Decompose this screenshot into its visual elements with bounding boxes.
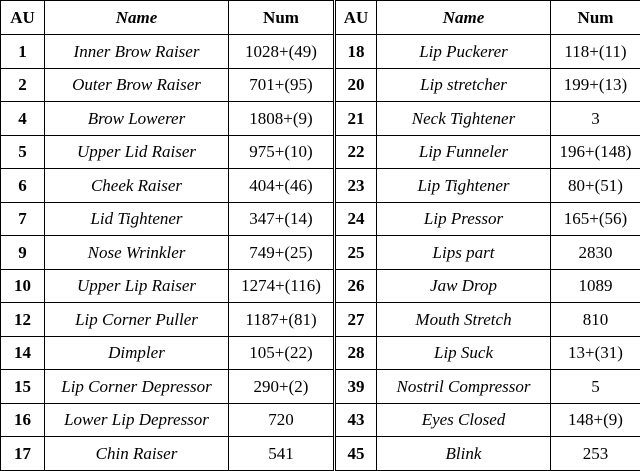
table-row — [1, 169, 640, 203]
au-name: Lip Corner Depressor — [45, 370, 229, 404]
header-name-right: Name — [377, 1, 551, 35]
au-count: 701+(95) — [229, 68, 335, 102]
au-count: 5 — [551, 370, 640, 404]
au-name: Lip Corner Puller — [45, 303, 229, 337]
table-row — [1, 135, 640, 169]
table-row — [1, 370, 640, 404]
table-row — [1, 68, 640, 102]
au-name: Mouth Stretch — [377, 303, 551, 337]
au-count: 165+(56) — [551, 202, 640, 236]
au-name: Nostril Compressor — [377, 370, 551, 404]
au-count: 148+(9) — [551, 403, 640, 437]
au-name: Lip stretcher — [377, 68, 551, 102]
table-body — [1, 35, 640, 471]
au-name: Lip Pressor — [377, 202, 551, 236]
header-num-right: Num — [551, 1, 640, 35]
au-name: Eyes Closed — [377, 403, 551, 437]
au-name: Brow Lowerer — [45, 102, 229, 136]
au-code: 39 — [335, 370, 377, 404]
au-name: Lid Tightener — [45, 202, 229, 236]
header-num-left: Num — [229, 1, 335, 35]
au-code: 27 — [335, 303, 377, 337]
au-count: 196+(148) — [551, 135, 640, 169]
table-row — [1, 403, 640, 437]
au-name: Lips part — [377, 236, 551, 270]
au-count: 810 — [551, 303, 640, 337]
table-row — [1, 269, 640, 303]
au-count: 541 — [229, 437, 335, 471]
header-name-left: Name — [45, 1, 229, 35]
header-au-left: AU — [1, 1, 45, 35]
table-row — [1, 303, 640, 337]
au-count: 3 — [551, 102, 640, 136]
au-code: 25 — [335, 236, 377, 270]
au-name: Lip Suck — [377, 336, 551, 370]
au-count: 290+(2) — [229, 370, 335, 404]
au-count: 80+(51) — [551, 169, 640, 203]
header-au-right: AU — [335, 1, 377, 35]
au-name: Blink — [377, 437, 551, 471]
table-row — [1, 202, 640, 236]
au-count: 1089 — [551, 269, 640, 303]
au-count: 749+(25) — [229, 236, 335, 270]
au-count: 1187+(81) — [229, 303, 335, 337]
au-code: 6 — [1, 169, 45, 203]
au-count: 13+(31) — [551, 336, 640, 370]
au-count: 347+(14) — [229, 202, 335, 236]
au-code: 12 — [1, 303, 45, 337]
table-row — [1, 102, 640, 136]
au-code: 1 — [1, 35, 45, 69]
au-code: 17 — [1, 437, 45, 471]
au-count: 199+(13) — [551, 68, 640, 102]
au-name: Chin Raiser — [45, 437, 229, 471]
au-count: 1028+(49) — [229, 35, 335, 69]
au-code: 43 — [335, 403, 377, 437]
au-name: Lip Funneler — [377, 135, 551, 169]
au-name: Dimpler — [45, 336, 229, 370]
au-count: 105+(22) — [229, 336, 335, 370]
au-code: 24 — [335, 202, 377, 236]
au-count: 1274+(116) — [229, 269, 335, 303]
au-name: Lower Lip Depressor — [45, 403, 229, 437]
au-count: 2830 — [551, 236, 640, 270]
au-name: Upper Lip Raiser — [45, 269, 229, 303]
au-code: 26 — [335, 269, 377, 303]
au-name: Lip Tightener — [377, 169, 551, 203]
table-row — [1, 336, 640, 370]
au-code: 4 — [1, 102, 45, 136]
au-count: 1808+(9) — [229, 102, 335, 136]
au-code: 20 — [335, 68, 377, 102]
table-row — [1, 437, 640, 471]
table-row — [1, 236, 640, 270]
au-count: 253 — [551, 437, 640, 471]
header-row — [1, 1, 640, 35]
au-name: Outer Brow Raiser — [45, 68, 229, 102]
au-code: 15 — [1, 370, 45, 404]
au-name: Inner Brow Raiser — [45, 35, 229, 69]
au-code: 28 — [335, 336, 377, 370]
au-name: Cheek Raiser — [45, 169, 229, 203]
au-count: 720 — [229, 403, 335, 437]
au-count: 975+(10) — [229, 135, 335, 169]
au-code: 9 — [1, 236, 45, 270]
au-count: 118+(11) — [551, 35, 640, 69]
au-code: 22 — [335, 135, 377, 169]
au-code: 2 — [1, 68, 45, 102]
au-code: 14 — [1, 336, 45, 370]
au-name: Neck Tightener — [377, 102, 551, 136]
au-name: Jaw Drop — [377, 269, 551, 303]
au-name: Upper Lid Raiser — [45, 135, 229, 169]
au-name: Nose Wrinkler — [45, 236, 229, 270]
au-name: Lip Puckerer — [377, 35, 551, 69]
au-code: 16 — [1, 403, 45, 437]
au-count: 404+(46) — [229, 169, 335, 203]
table-row — [1, 35, 640, 69]
au-code: 23 — [335, 169, 377, 203]
au-code: 5 — [1, 135, 45, 169]
au-code: 21 — [335, 102, 377, 136]
au-code: 18 — [335, 35, 377, 69]
au-code: 10 — [1, 269, 45, 303]
au-code: 7 — [1, 202, 45, 236]
au-code: 45 — [335, 437, 377, 471]
